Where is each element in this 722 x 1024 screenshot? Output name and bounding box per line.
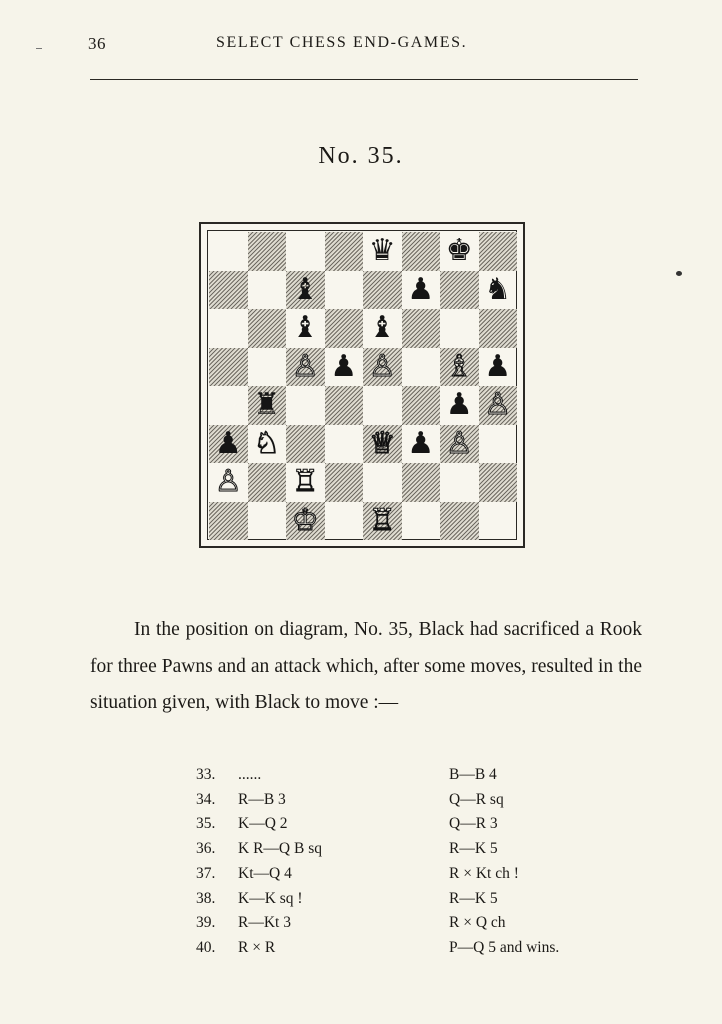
square-d6 — [325, 309, 364, 348]
square-f7 — [402, 271, 441, 310]
square-d2 — [325, 463, 364, 502]
square-d8 — [325, 232, 364, 271]
square-b7 — [248, 271, 287, 310]
square-g1 — [440, 502, 479, 541]
move-row — [0, 791, 722, 815]
square-h8 — [479, 232, 518, 271]
piece-wP-c5: ♙ — [291, 348, 319, 384]
square-b3 — [248, 425, 287, 464]
piece-bP-d5: ♟ — [330, 348, 358, 384]
piece-wP-a2: ♙ — [214, 464, 242, 500]
piece-bB-c6: ♝ — [291, 310, 319, 346]
move-black: Q—R 3 — [449, 815, 498, 833]
piece-wR-c2: ♖ — [291, 464, 319, 500]
header-rule — [90, 79, 638, 80]
square-f2 — [402, 463, 441, 502]
piece-wK-c1: ♔ — [291, 502, 319, 538]
move-black: R × Kt ch ! — [449, 864, 519, 882]
square-b2 — [248, 463, 287, 502]
square-f8 — [402, 232, 441, 271]
square-e7 — [363, 271, 402, 310]
square-f1 — [402, 502, 441, 541]
move-row — [0, 939, 722, 963]
square-c5 — [286, 348, 325, 387]
square-h3 — [479, 425, 518, 464]
board-border — [207, 230, 517, 540]
move-num: 39. — [196, 914, 216, 932]
body-paragraph — [90, 612, 642, 722]
page-number: 36 — [88, 34, 106, 53]
square-a1 — [209, 502, 248, 541]
square-f6 — [402, 309, 441, 348]
diagram-title: No. 35. — [318, 143, 404, 169]
square-b4 — [248, 386, 287, 425]
square-h7 — [479, 271, 518, 310]
piece-bK-g8: ♚ — [445, 233, 473, 269]
square-b6 — [248, 309, 287, 348]
move-row — [0, 890, 722, 914]
move-row — [0, 865, 722, 889]
square-e4 — [363, 386, 402, 425]
move-row — [0, 914, 722, 938]
square-e2 — [363, 463, 402, 502]
square-b1 — [248, 502, 287, 541]
move-white: K—Q 2 — [238, 815, 288, 833]
square-a6 — [209, 309, 248, 348]
ink-speck — [676, 271, 682, 276]
square-a7 — [209, 271, 248, 310]
move-black: R—K 5 — [449, 840, 498, 858]
square-a2 — [209, 463, 248, 502]
move-num: 34. — [196, 790, 216, 808]
piece-wP-e5: ♙ — [368, 348, 396, 384]
square-c2 — [286, 463, 325, 502]
piece-wB-g5: ♗ — [445, 348, 473, 384]
square-e1 — [363, 502, 402, 541]
square-g5 — [440, 348, 479, 387]
move-num: 37. — [196, 864, 216, 882]
move-white: R—Kt 3 — [238, 914, 291, 932]
square-d7 — [325, 271, 364, 310]
square-g7 — [440, 271, 479, 310]
square-h5 — [479, 348, 518, 387]
square-c4 — [286, 386, 325, 425]
square-h1 — [479, 502, 518, 541]
piece-wQ-e3: ♕ — [368, 425, 396, 461]
square-e5 — [363, 348, 402, 387]
move-num: 40. — [196, 938, 216, 956]
move-num: 36. — [196, 840, 216, 858]
square-e3 — [363, 425, 402, 464]
running-title: SELECT CHESS END-GAMES. — [216, 34, 468, 51]
square-g3 — [440, 425, 479, 464]
square-a8 — [209, 232, 248, 271]
move-white: Kt—Q 4 — [238, 864, 292, 882]
piece-bR-b4: ♜ — [253, 387, 281, 423]
piece-bB-e6: ♝ — [368, 310, 396, 346]
move-black: R—K 5 — [449, 889, 498, 907]
piece-bP-h5: ♟ — [484, 348, 512, 384]
piece-wP-g3: ♙ — [445, 425, 473, 461]
move-black: P—Q 5 and wins. — [449, 938, 560, 956]
square-g2 — [440, 463, 479, 502]
paragraph-text: In the position on diagram, No. 35, Black had sacrificed a Rook for three Pawns and an attack which, after some moves, resulted in the situation given, with Black to move :— — [90, 619, 642, 713]
square-a3 — [209, 425, 248, 464]
chess-diagram — [199, 222, 525, 548]
piece-wP-h4: ♙ — [484, 387, 512, 423]
move-num: 38. — [196, 889, 216, 907]
square-h2 — [479, 463, 518, 502]
square-c1 — [286, 502, 325, 541]
move-white: R—B 3 — [238, 790, 286, 808]
move-row — [0, 840, 722, 864]
move-row — [0, 815, 722, 839]
square-b8 — [248, 232, 287, 271]
square-d4 — [325, 386, 364, 425]
piece-bB-c7: ♝ — [291, 271, 319, 307]
move-black: B—B 4 — [449, 766, 497, 783]
square-c6 — [286, 309, 325, 348]
move-black: Q—R sq — [449, 790, 504, 808]
square-h4 — [479, 386, 518, 425]
move-white: K R—Q B sq — [238, 840, 322, 858]
square-f3 — [402, 425, 441, 464]
move-row — [0, 766, 722, 790]
square-f5 — [402, 348, 441, 387]
square-d1 — [325, 502, 364, 541]
square-g4 — [440, 386, 479, 425]
piece-bN-h7: ♞ — [484, 271, 512, 307]
square-e6 — [363, 309, 402, 348]
square-g6 — [440, 309, 479, 348]
piece-bP-f3: ♟ — [407, 425, 435, 461]
square-a5 — [209, 348, 248, 387]
square-c7 — [286, 271, 325, 310]
square-c8 — [286, 232, 325, 271]
move-num: 33. — [196, 766, 216, 783]
piece-bP-f7: ♟ — [407, 271, 435, 307]
move-num: 35. — [196, 815, 216, 833]
piece-wR-e1: ♖ — [368, 502, 396, 538]
running-header — [0, 34, 722, 58]
square-g8 — [440, 232, 479, 271]
square-d5 — [325, 348, 364, 387]
move-white: ...... — [238, 766, 262, 783]
square-c3 — [286, 425, 325, 464]
square-b5 — [248, 348, 287, 387]
move-black: R × Q ch — [449, 914, 506, 932]
square-e8 — [363, 232, 402, 271]
chess-board — [209, 232, 517, 540]
square-f4 — [402, 386, 441, 425]
piece-bP-g4: ♟ — [445, 387, 473, 423]
square-h6 — [479, 309, 518, 348]
square-a4 — [209, 386, 248, 425]
piece-wN-b3: ♘ — [253, 425, 281, 461]
move-white: R × R — [238, 938, 276, 956]
piece-bP-a3: ♟ — [214, 425, 242, 461]
piece-bQ-e8: ♛ — [368, 233, 396, 269]
square-d3 — [325, 425, 364, 464]
move-white: K—K sq ! — [238, 889, 303, 907]
